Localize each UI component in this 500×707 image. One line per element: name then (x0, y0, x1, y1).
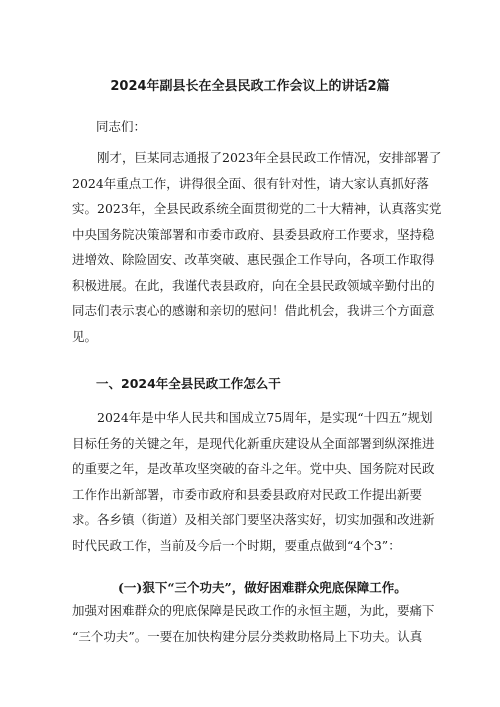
document-title: 2024年副县长在全县民政工作会议上的讲话2篇 (110, 79, 390, 94)
text-line: 2024年是中华人民共和国成立75周年，是实现“十四五”规划 (97, 410, 433, 425)
text-line: 加强对困难群众的兜底保障是民政工作的永恒主题，为此，要痛下 (72, 603, 435, 618)
salutation: 同志们： (96, 119, 147, 134)
text-line: 积极进展。在此，我谨代表县政府，向在全县民政领域辛勤付出的 (72, 277, 435, 293)
subsection-heading: (一)狠下“三个功夫”，做好困难群众兜底保障工作。 (118, 580, 407, 595)
text-line: 见。 (72, 328, 98, 344)
text-line: 刚才，巨某同志通报了2023年全县民政工作情况，安排部署了 (97, 150, 442, 165)
paragraph-section-1 (72, 405, 434, 558)
text-line: 时代民政工作，当前及今后一个时期，要重点做到“4个3”： (72, 537, 401, 553)
text-line: 工作作出新部署，市委市政府和县委县政府对民政工作提出新要 (72, 486, 423, 502)
text-line: 求。各乡镇（街道）及相关部门要坚决落实好，切实加强和改进新 (72, 512, 435, 527)
text-line: 实。2023年，全县民政系统全面贯彻党的二十大精神，认真落实党 (72, 201, 442, 216)
paragraph-opening (72, 145, 442, 349)
text-line: 的重要之年，是改革攻坚突破的奋斗之年。党中央、国务院对民政 (72, 461, 435, 476)
text-line: 进增效、除险固安、改革突破、惠民强企工作导向，各项工作取得 (72, 252, 435, 267)
text-line: 目标任务的关键之年，是现代化新重庆建设从全面部署到纵深推进 (72, 435, 435, 451)
text-line: “三个功夫”。一要在加快构建分层分类救助格局上下功夫。认真 (72, 628, 423, 644)
text-line: 2024年重点工作，讲得很全面、很有针对性，请大家认真抓好落 (72, 175, 429, 191)
text-line: 中央国务院决策部署和市委市政府、县委县政府工作要求，坚持稳 (72, 226, 435, 242)
text-line: 同志们表示衷心的感谢和亲切的慰问！借此机会，我讲三个方面意 (72, 303, 435, 318)
paragraph-subsection (72, 598, 434, 649)
section-heading-1: 一、2024年全县民政工作怎么干 (96, 376, 281, 391)
